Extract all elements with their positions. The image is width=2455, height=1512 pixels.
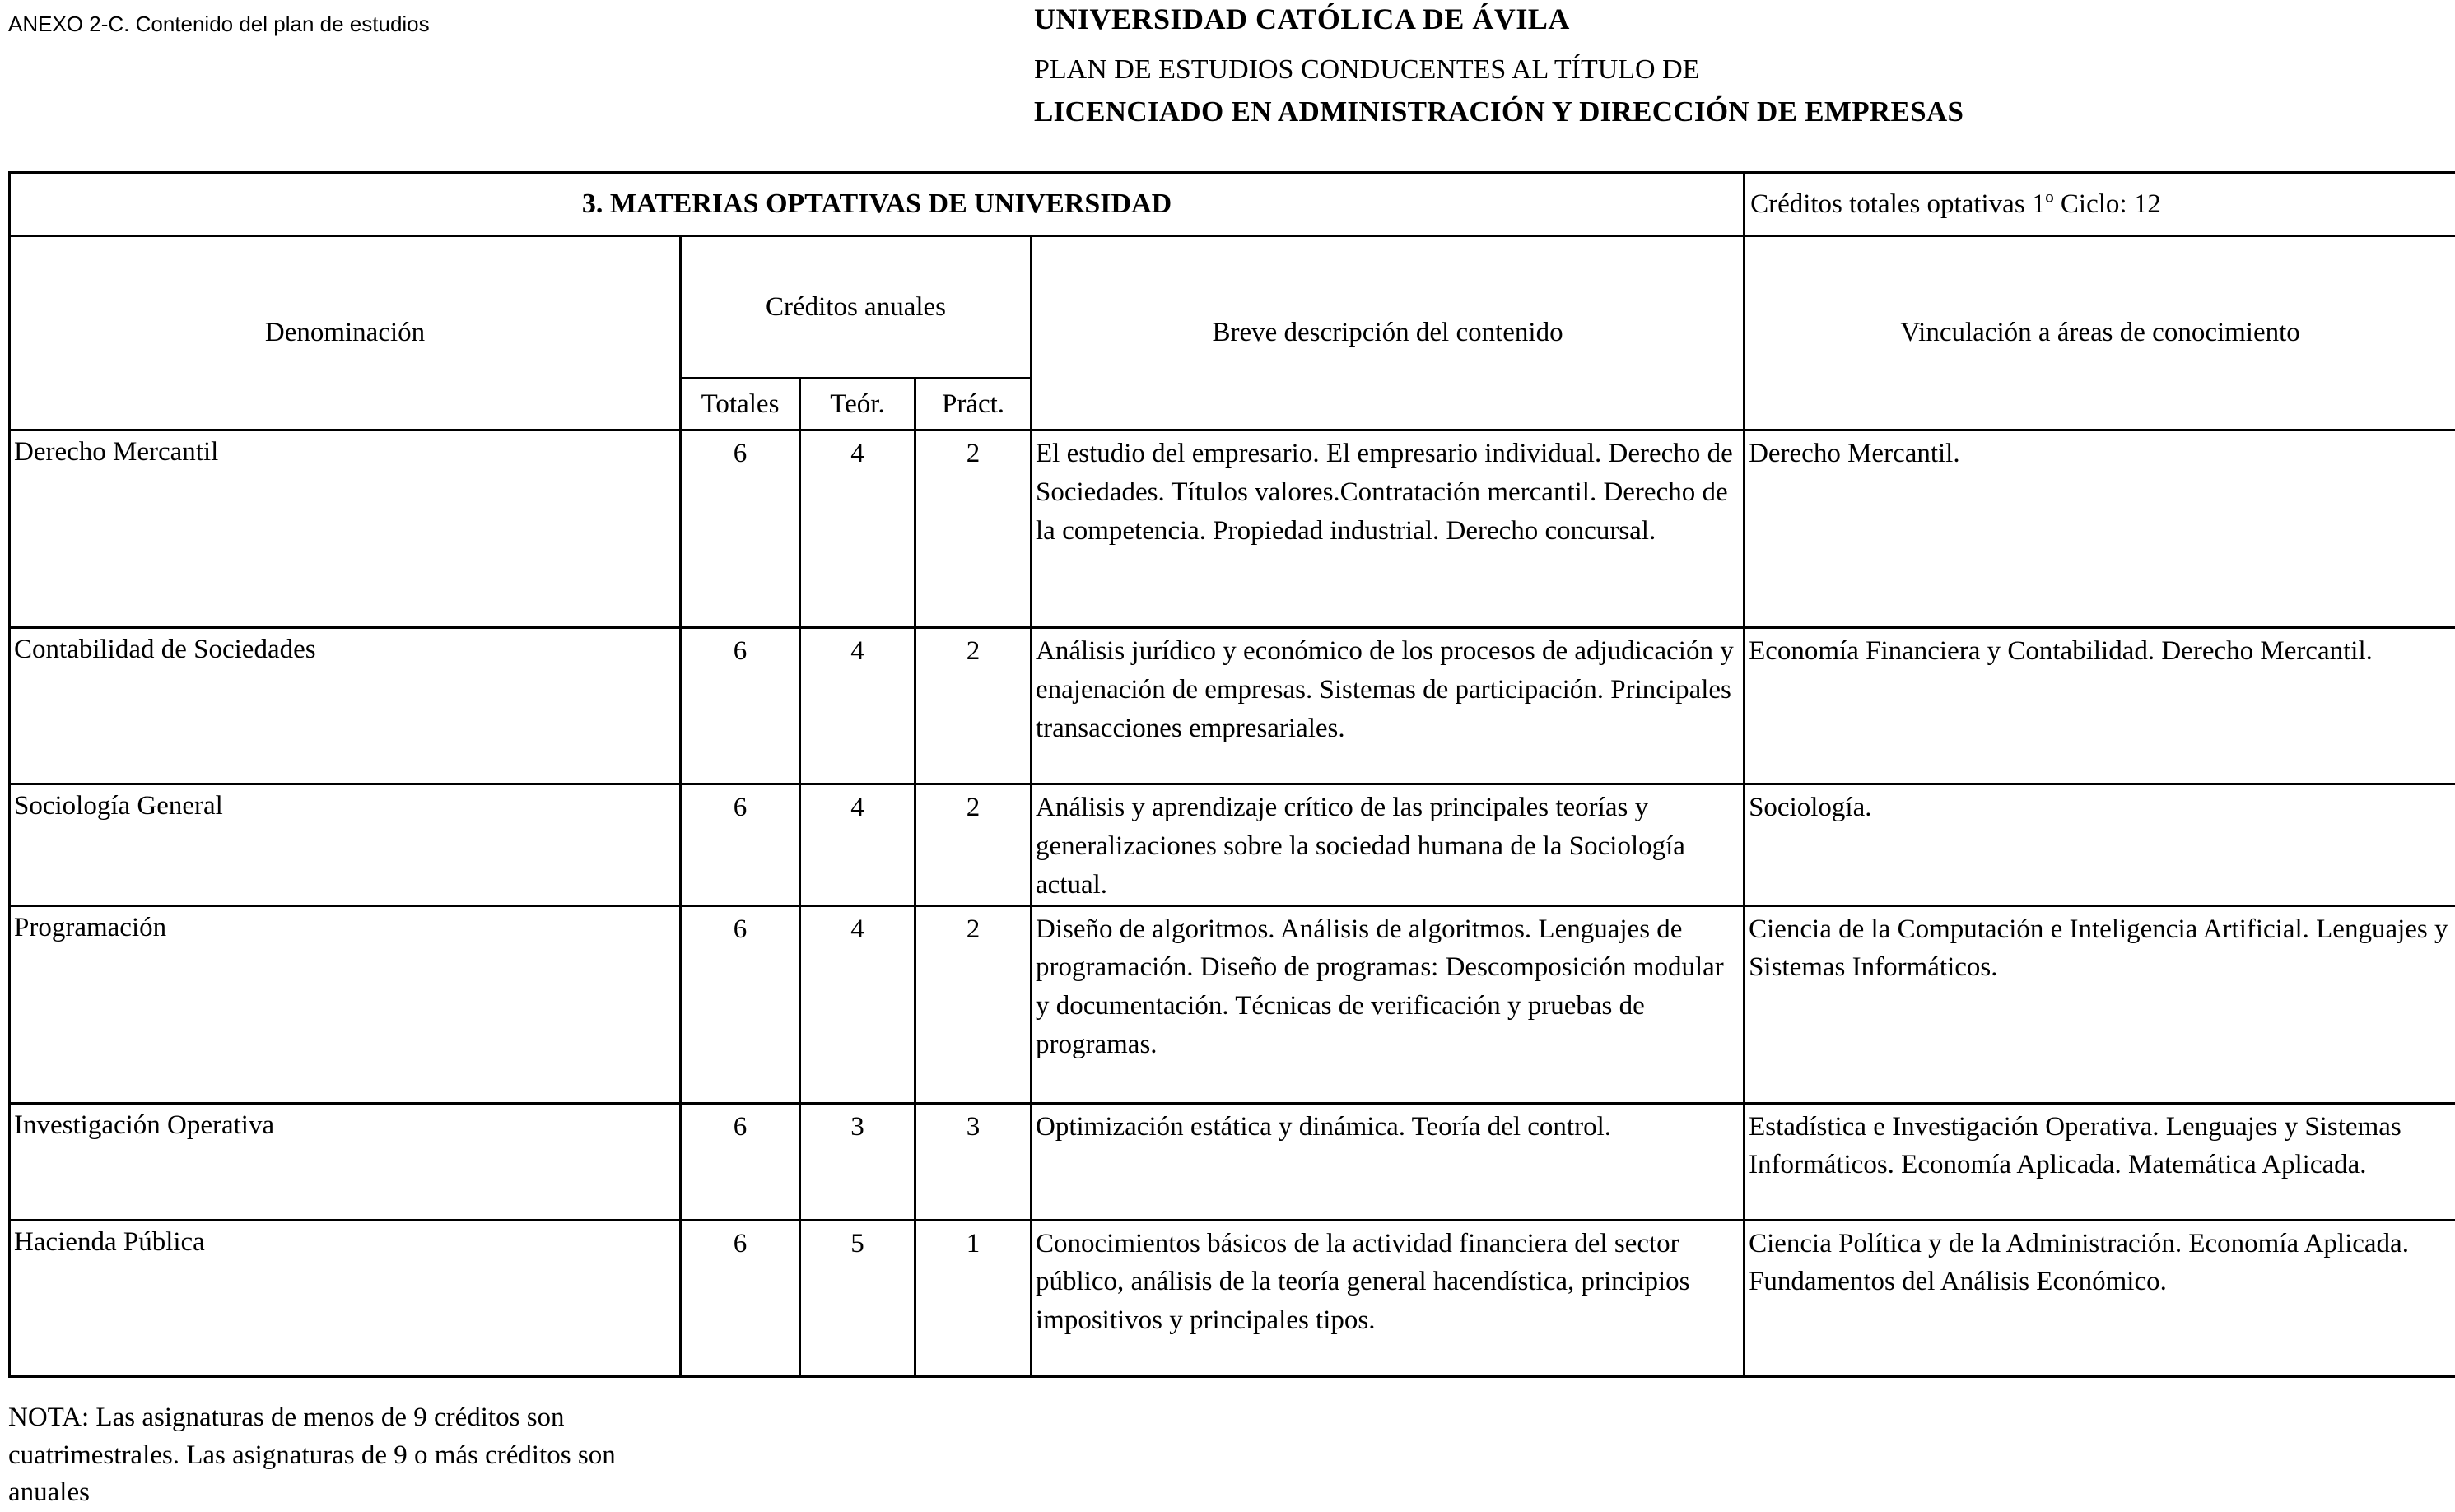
knowledge-areas: Estadística e Investigación Operativa. Lenguajes y Sistemas Informáticos. Economía Aplicada. Matemática Aplicada. xyxy=(1745,1103,2455,1220)
col-header-pract: Práct. xyxy=(915,379,1032,430)
knowledge-areas: Ciencia de la Computación e Inteligencia Artificial. Lenguajes y Sistemas Informáticos. xyxy=(1745,905,2455,1103)
credits-pract: 2 xyxy=(915,784,1032,906)
course-description: Análisis jurídico y económico de los procesos de adjudicación y enajenación de empresas. Sistemas de participación. Principales transacciones empresariales. xyxy=(1032,628,1745,784)
table-row xyxy=(10,1220,2455,1376)
courses-table xyxy=(8,171,2455,1378)
annex-label: ANEXO 2-C. Contenido del plan de estudios xyxy=(8,12,430,37)
table-row xyxy=(10,784,2455,906)
col-header-description: Breve descripción del contenido xyxy=(1032,236,1745,430)
courses-table-container xyxy=(8,171,2455,1378)
credits-pract: 2 xyxy=(915,905,1032,1103)
course-name: Hacienda Pública xyxy=(10,1220,681,1376)
column-header-row xyxy=(10,236,2455,379)
course-description: El estudio del empresario. El empresario individual. Derecho de Sociedades. Títulos valores.Contratación mercantil. Derecho de la competencia. Propiedad industrial. Derecho concursal. xyxy=(1032,430,1745,628)
credits-pract: 3 xyxy=(915,1103,1032,1220)
col-header-totales: Totales xyxy=(681,379,800,430)
course-name: Programación xyxy=(10,905,681,1103)
table-row xyxy=(10,1103,2455,1220)
credits-teor: 5 xyxy=(800,1220,915,1376)
plan-line: PLAN DE ESTUDIOS CONDUCENTES AL TÍTULO DE xyxy=(1034,54,1699,86)
footnote: NOTA: Las asignaturas de menos de 9 créditos son cuatrimestrales. Las asignaturas de 9 o más créditos son anuales xyxy=(8,1399,667,1512)
course-description: Conocimientos básicos de la actividad financiera del sector público, análisis de la teoría general hacendística, principios impositivos y principales tipos. xyxy=(1032,1220,1745,1376)
credits-pract: 1 xyxy=(915,1220,1032,1376)
course-name: Investigación Operativa xyxy=(10,1103,681,1220)
knowledge-areas: Sociología. xyxy=(1745,784,2455,906)
section-header-row xyxy=(10,173,2455,236)
credits-totales: 6 xyxy=(681,784,800,906)
credits-total: Créditos totales optativas 1º Ciclo: 12 xyxy=(1745,173,2455,236)
knowledge-areas: Ciencia Política y de la Administración. Economía Aplicada. Fundamentos del Análisis Económico. xyxy=(1745,1220,2455,1376)
col-header-name: Denominación xyxy=(10,236,681,430)
course-name: Contabilidad de Sociedades xyxy=(10,628,681,784)
credits-totales: 6 xyxy=(681,905,800,1103)
credits-teor: 4 xyxy=(800,905,915,1103)
credits-teor: 4 xyxy=(800,628,915,784)
course-description: Optimización estática y dinámica. Teoría del control. xyxy=(1032,1103,1745,1220)
table-row xyxy=(10,430,2455,628)
course-name: Sociología General xyxy=(10,784,681,906)
credits-totales: 6 xyxy=(681,1220,800,1376)
credits-teor: 4 xyxy=(800,430,915,628)
table-row xyxy=(10,628,2455,784)
section-title: 3. MATERIAS OPTATIVAS DE UNIVERSIDAD xyxy=(10,173,1745,236)
credits-pract: 2 xyxy=(915,430,1032,628)
credits-teor: 3 xyxy=(800,1103,915,1220)
credits-totales: 6 xyxy=(681,1103,800,1220)
col-header-teor: Teór. xyxy=(800,379,915,430)
degree-title: LICENCIADO EN ADMINISTRACIÓN Y DIRECCIÓN DE EMPRESAS xyxy=(1034,95,1964,128)
university-name: UNIVERSIDAD CATÓLICA DE ÁVILA xyxy=(1034,2,1570,36)
credits-totales: 6 xyxy=(681,430,800,628)
col-header-credits: Créditos anuales xyxy=(681,236,1032,379)
credits-teor: 4 xyxy=(800,784,915,906)
knowledge-areas: Economía Financiera y Contabilidad. Derecho Mercantil. xyxy=(1745,628,2455,784)
col-header-areas: Vinculación a áreas de conocimiento xyxy=(1745,236,2455,430)
course-name: Derecho Mercantil xyxy=(10,430,681,628)
table-row xyxy=(10,905,2455,1103)
credits-pract: 2 xyxy=(915,628,1032,784)
knowledge-areas: Derecho Mercantil. xyxy=(1745,430,2455,628)
course-description: Diseño de algoritmos. Análisis de algoritmos. Lenguajes de programación. Diseño de programas: Descomposición modular y documentación. Técnicas de verificación y pruebas de programas. xyxy=(1032,905,1745,1103)
course-description: Análisis y aprendizaje crítico de las principales teorías y generalizaciones sobre la sociedad humana de la Sociología actual. xyxy=(1032,784,1745,906)
credits-totales: 6 xyxy=(681,628,800,784)
